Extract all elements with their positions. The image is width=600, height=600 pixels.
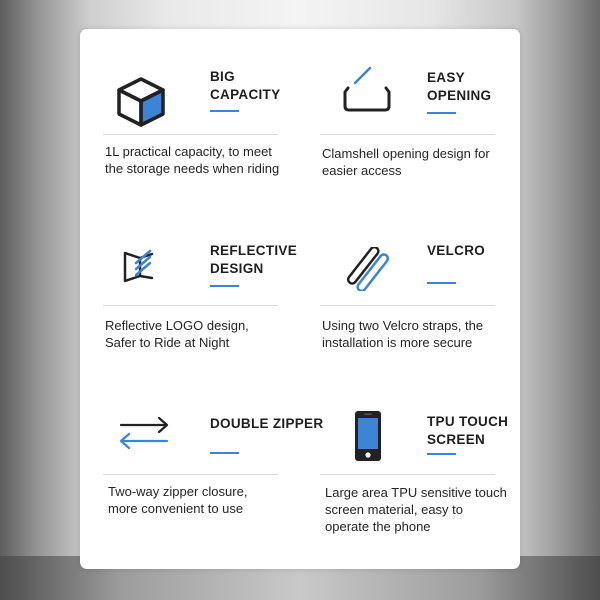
title-accent-underline <box>427 112 456 114</box>
clamshell-icon <box>338 66 398 122</box>
feature-title-big-capacity <box>210 68 280 104</box>
feature-title-tpu-touch-screen <box>427 413 508 449</box>
desc-line: Using two Velcro straps, the <box>322 318 484 333</box>
title-line: VELCRO <box>427 243 486 258</box>
desc-line: easier access <box>322 163 402 178</box>
desc-line: installation is more secure <box>322 335 473 350</box>
desc-line: Two-way zipper closure, <box>108 484 248 499</box>
title-accent-underline <box>427 453 456 455</box>
divider-line <box>103 474 278 475</box>
feature-desc-tpu-touch-screen <box>325 484 507 535</box>
title-line: EASY <box>427 70 465 85</box>
divider-line <box>320 305 495 306</box>
title-accent-underline <box>210 285 239 287</box>
desc-line: Reflective LOGO design, <box>105 318 249 333</box>
divider-line <box>320 134 495 135</box>
desc-line: operate the phone <box>325 519 431 534</box>
feature-title-easy-opening <box>427 69 491 105</box>
title-line: CAPACITY <box>210 87 281 102</box>
desc-line: screen material, easy to <box>325 502 464 517</box>
desc-line: Clamshell opening design for <box>322 146 490 161</box>
double-arrow-icon <box>116 413 172 453</box>
desc-line: Large area TPU sensitive touch <box>325 485 507 500</box>
title-accent-underline <box>210 110 239 112</box>
feature-card <box>80 29 520 569</box>
title-line: SCREEN <box>427 432 486 447</box>
feature-title-double-zipper <box>210 415 323 433</box>
title-line: OPENING <box>427 88 492 103</box>
desc-line: 1L practical capacity, to meet <box>105 144 272 159</box>
feature-desc-velcro <box>322 317 483 351</box>
desc-line: the storage needs when riding <box>105 161 280 176</box>
divider-line <box>103 134 278 135</box>
title-accent-underline <box>210 452 239 454</box>
desc-line: Safer to Ride at Night <box>105 335 230 350</box>
velcro-strap-icon <box>342 247 394 291</box>
feature-desc-big-capacity <box>105 143 279 177</box>
reflective-logo-icon <box>120 243 166 289</box>
divider-line <box>320 474 495 475</box>
phone-icon <box>352 409 384 463</box>
feature-title-velcro <box>427 242 485 260</box>
cube-icon <box>113 71 169 127</box>
divider-line <box>103 305 278 306</box>
title-line: DESIGN <box>210 261 264 276</box>
desc-line: more convenient to use <box>108 501 244 516</box>
title-line: BIG <box>210 69 235 84</box>
feature-desc-easy-opening <box>322 145 490 179</box>
title-line: TPU TOUCH <box>427 414 509 429</box>
title-accent-underline <box>427 282 456 284</box>
feature-desc-reflective-design <box>105 317 249 351</box>
title-line: REFLECTIVE <box>210 243 298 258</box>
feature-desc-double-zipper <box>108 483 247 517</box>
title-line: DOUBLE ZIPPER <box>210 416 324 431</box>
feature-title-reflective-design <box>210 242 297 278</box>
